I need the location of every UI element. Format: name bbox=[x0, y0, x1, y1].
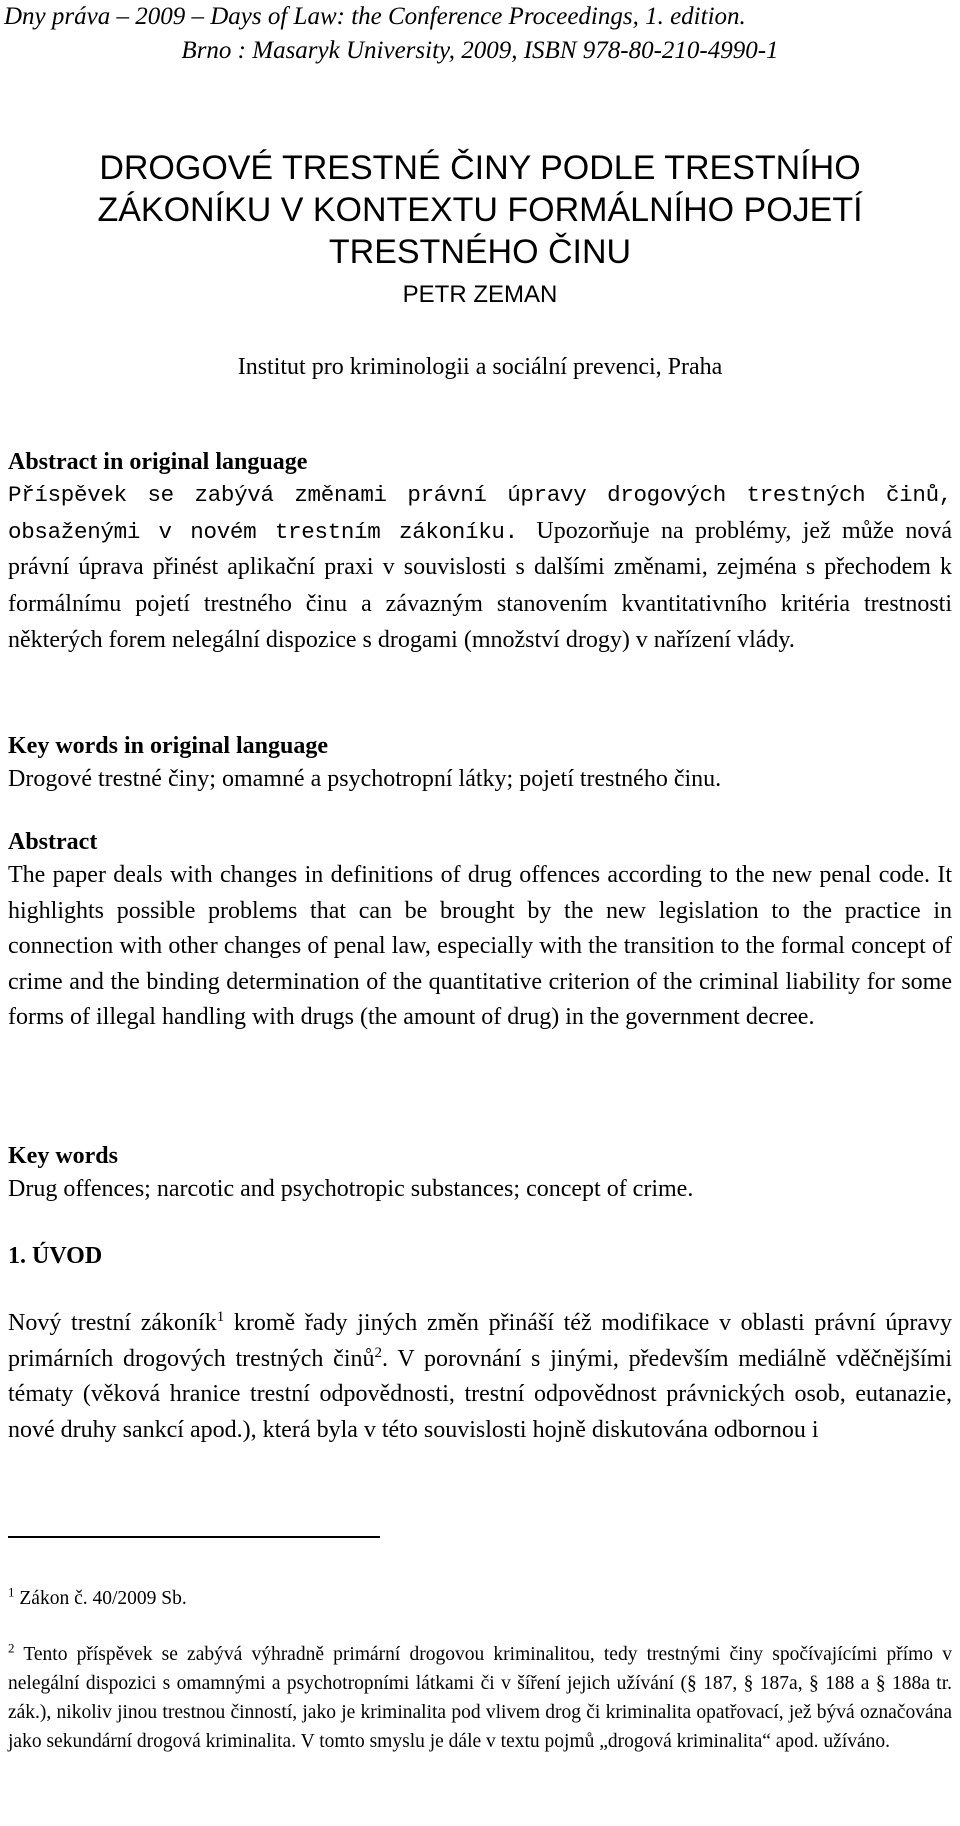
paper-title bbox=[20, 147, 940, 273]
footnote-2 bbox=[8, 1640, 952, 1756]
abstract-original-rest: Upozorňuje na problémy, jež může nová právní úprava přinést aplikační praxi v souvislosti s dalšími změnami, zejména s přechodem k formálnímu pojetí trestného činu a závazným stanovením kvantitativního kritéria trestnosti některých forem nelegální dispozice s drogami (množství drogy) v nařízení vlády. bbox=[8, 517, 953, 653]
footnote-separator bbox=[8, 1536, 380, 1538]
abstract-original-section bbox=[8, 446, 952, 660]
keywords-original-section bbox=[8, 730, 952, 798]
title-line-3: TRESTNÉHO ČINU bbox=[328, 232, 632, 271]
intro-section bbox=[8, 1240, 952, 1272]
footnote-1 bbox=[8, 1584, 952, 1613]
footnote-ref-1[interactable]: 1 bbox=[216, 1309, 225, 1325]
intro-heading: 1. ÚVOD bbox=[8, 1243, 103, 1269]
intro-text-2: kromě řady jiných změn přináší též modifikace v oblasti právní úpravy primárních drogových trestných činů bbox=[8, 1310, 953, 1372]
running-header-line-2: Brno : Masaryk University, 2009, ISBN 978-80-210-4990-1 bbox=[181, 37, 779, 64]
intro-text-3: . V porovnání s jinými, především mediálně vděčnějšími tématy (věková hranice trestní odpovědnosti, trestní odpovědnost právnických osob, eutanazie, nové druhy sankcí apod.), která byla v této souvislosti hojně diskutována odbornou i bbox=[8, 1345, 952, 1443]
author-name: PETR ZEMAN bbox=[402, 281, 558, 308]
keywords-text: Drug offences; narcotic and psychotropic substances; concept of crime. bbox=[8, 1176, 694, 1202]
footnote-1-number: 1 bbox=[8, 1584, 15, 1600]
title-line-2: ZÁKONÍKU V KONTEXTU FORMÁLNÍHO POJETÍ bbox=[97, 190, 863, 229]
abstract-original-heading: Abstract in original language bbox=[8, 449, 308, 475]
abstract-original-mono-part: Příspěvek se zabývá změnami právní úpravy drogových trestných činů, obsaženými v novém trestním zákoníku. bbox=[8, 482, 952, 545]
running-header-line-1: Dny práva – 2009 – Days of Law: the Conference Proceedings, 1. edition. bbox=[4, 3, 746, 30]
intro-text-1: Nový trestní zákoník bbox=[8, 1310, 217, 1336]
keywords-original-text: Drogové trestné činy; omamné a psychotropní látky; pojetí trestného činu. bbox=[8, 766, 722, 792]
footnote-2-number: 2 bbox=[8, 1640, 15, 1656]
intro-paragraph bbox=[8, 1306, 952, 1448]
footnote-2-text: Tento příspěvek se zabývá výhradně primární drogovou kriminalitou, tedy trestnými činy spočívajícími přímo v nelegální dispozici s omamnými a psychotropními látkami či v šíření jejich užívání (§ 187, § 187a, § 188 a § 188a tr. zák.), nikoliv jinou trestnou činností, jako je kriminalita pod vlivem drog či kriminalita opatřovací, jež bývá označována jako sekundární drogová kriminalita. V tomto smyslu je dále v textu pojmů „drogová kriminalita“ apod. užíváno. bbox=[8, 1644, 952, 1752]
footnote-ref-2[interactable]: 2 bbox=[374, 1344, 382, 1361]
footnote-1-text: Zákon č. 40/2009 Sb. bbox=[14, 1588, 187, 1609]
keywords-section bbox=[8, 1140, 952, 1208]
abstract-original-text bbox=[8, 478, 952, 660]
abstract-text: The paper deals with changes in definitions of drug offences according to the new penal code. It highlights possible problems that can be brought by the new legislation to the practice in connection with other changes of penal law, especially with the transition to the formal concept of crime and the binding determination of the quantitative criterion of the criminal liability for some forms of illegal handling with drugs (the amount of drug) in the government decree. bbox=[8, 862, 952, 1030]
keywords-heading: Key words bbox=[8, 1143, 118, 1169]
abstract-section bbox=[8, 826, 952, 1036]
keywords-original-heading: Key words in original language bbox=[8, 733, 329, 759]
intro-body bbox=[8, 1306, 952, 1448]
abstract-heading: Abstract bbox=[8, 829, 98, 855]
author-affiliation: Institut pro kriminologii a sociální prevenci, Praha bbox=[237, 354, 723, 380]
title-line-1: DROGOVÉ TRESTNÉ ČINY PODLE TRESTNÍHO bbox=[99, 148, 861, 187]
